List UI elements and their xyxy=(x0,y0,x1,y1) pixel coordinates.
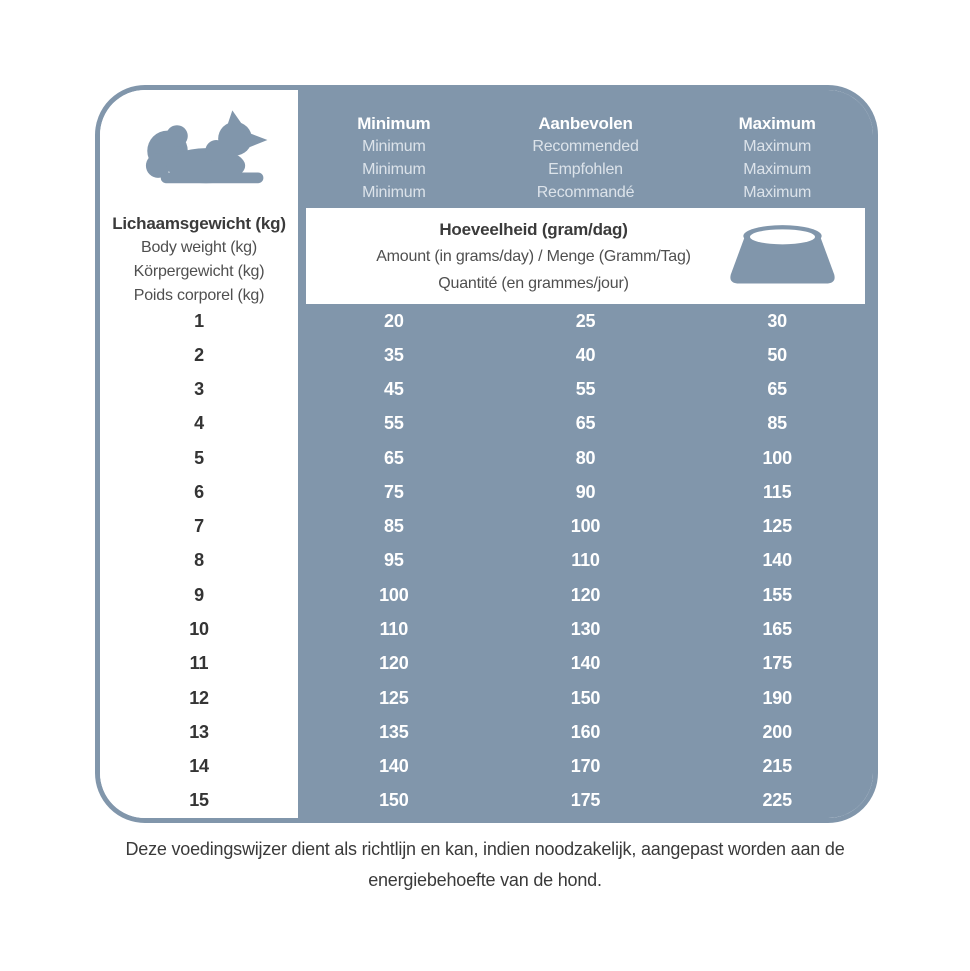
table-row xyxy=(298,749,873,783)
data-cell: 135 xyxy=(379,721,409,742)
table-row xyxy=(298,441,873,475)
table-row xyxy=(298,510,873,544)
amounts-section xyxy=(298,90,873,818)
table-row xyxy=(298,544,873,578)
column-header-primary: Aanbevolen xyxy=(538,114,633,133)
amount-band-translation: Amount (in grams/day) / Menge (Gramm/Tag) xyxy=(376,247,691,265)
weight-cell: 8 xyxy=(194,550,204,571)
data-cell: 115 xyxy=(762,481,792,502)
table-row xyxy=(298,681,873,715)
weight-cell: 4 xyxy=(194,413,204,434)
weight-header-translation: Körpergewicht (kg) xyxy=(133,263,265,280)
weight-cell: 3 xyxy=(194,379,204,400)
data-rows xyxy=(298,304,873,818)
weight-header-translation: Poids corporel (kg) xyxy=(133,287,265,304)
data-cell: 30 xyxy=(767,310,787,331)
footer-note xyxy=(0,834,970,896)
weight-cell: 12 xyxy=(189,687,209,708)
data-cell: 150 xyxy=(379,790,409,811)
data-cell: 175 xyxy=(570,790,601,811)
data-cell: 215 xyxy=(762,756,792,777)
data-cell: 50 xyxy=(767,344,787,365)
column-header-translation: Maximum xyxy=(743,161,812,178)
data-cell: 165 xyxy=(762,619,792,640)
data-cell: 20 xyxy=(384,310,404,331)
table-row xyxy=(298,578,873,612)
weight-cell: 10 xyxy=(189,619,209,640)
column-header-primary: Maximum xyxy=(738,114,816,133)
data-cell: 125 xyxy=(379,687,409,708)
data-cell: 150 xyxy=(570,687,601,708)
column-header-translation: Minimum xyxy=(362,161,426,178)
weight-cell: 1 xyxy=(194,310,204,331)
data-cell: 40 xyxy=(575,344,596,365)
weight-cell: 5 xyxy=(194,447,204,468)
column-header-translation: Empfohlen xyxy=(548,161,623,178)
column-header xyxy=(681,112,873,208)
data-cell: 130 xyxy=(570,619,601,640)
weight-cell: 14 xyxy=(189,756,209,777)
data-cell: 140 xyxy=(570,653,601,674)
dog-bowl-icon xyxy=(710,221,855,291)
data-cell: 75 xyxy=(384,481,404,502)
data-cell: 55 xyxy=(384,413,404,434)
column-headers xyxy=(298,90,873,208)
column-header-translation: Minimum xyxy=(362,138,426,155)
data-cell: 55 xyxy=(575,379,596,400)
data-cell: 175 xyxy=(762,653,792,674)
footer-note-text: Deze voedingswijzer dient als richtlijn en kan, indien noodzakelijk, aangepast worden aan de energiebehoefte van de hond. xyxy=(125,839,845,890)
data-cell: 140 xyxy=(379,756,409,777)
table-row xyxy=(298,373,873,407)
data-cell: 125 xyxy=(762,516,792,537)
table-row xyxy=(298,647,873,681)
table-row xyxy=(298,475,873,509)
column-header-translation: Maximum xyxy=(743,184,812,201)
weight-cell: 7 xyxy=(194,516,204,537)
column-header-translation: Recommandé xyxy=(536,184,635,201)
amount-band-translation: Quantité (en grammes/jour) xyxy=(438,274,629,292)
weight-header-primary: Lichaamsgewicht (kg) xyxy=(112,214,286,233)
data-cell: 45 xyxy=(384,379,404,400)
table-row xyxy=(298,304,873,338)
data-cell: 120 xyxy=(379,653,409,674)
weight-cells xyxy=(100,304,298,818)
data-cell: 95 xyxy=(384,550,404,571)
column-header xyxy=(298,112,490,208)
weight-header-translation: Body weight (kg) xyxy=(141,239,257,256)
weight-cell: 15 xyxy=(189,790,209,811)
weight-cell: 2 xyxy=(194,344,204,365)
amount-band xyxy=(306,208,865,304)
data-cell: 35 xyxy=(384,344,404,365)
column-header-translation: Minimum xyxy=(362,184,426,201)
table-row xyxy=(298,715,873,749)
weight-header xyxy=(100,208,298,304)
table-row xyxy=(298,407,873,441)
table-row xyxy=(298,612,873,646)
data-cell: 155 xyxy=(762,584,792,605)
column-header-primary: Minimum xyxy=(357,114,431,133)
data-cell: 80 xyxy=(575,447,596,468)
data-cell: 65 xyxy=(384,447,404,468)
data-cell: 110 xyxy=(571,550,600,571)
weight-cell: 6 xyxy=(194,481,204,502)
data-cell: 170 xyxy=(570,756,601,777)
data-cell: 200 xyxy=(762,721,792,742)
data-cell: 65 xyxy=(575,413,596,434)
weight-cell: 13 xyxy=(189,721,209,742)
weight-column xyxy=(100,90,298,818)
dog-icon-cell xyxy=(100,90,298,208)
data-cell: 85 xyxy=(384,516,404,537)
table-row xyxy=(298,338,873,372)
data-cell: 110 xyxy=(379,619,409,640)
dog-icon xyxy=(135,109,277,190)
data-cell: 100 xyxy=(570,516,601,537)
feeding-guide-table xyxy=(95,85,878,823)
table-row xyxy=(298,784,873,818)
data-cell: 100 xyxy=(379,584,409,605)
data-cell: 225 xyxy=(762,790,792,811)
data-cell: 100 xyxy=(762,447,792,468)
column-header xyxy=(490,112,682,208)
weight-cell: 9 xyxy=(194,584,204,605)
column-header-translation: Maximum xyxy=(743,138,812,155)
data-cell: 85 xyxy=(767,413,787,434)
column-header-translation: Recommended xyxy=(532,138,639,155)
data-cell: 160 xyxy=(570,721,601,742)
data-cell: 120 xyxy=(570,584,601,605)
data-cell: 25 xyxy=(575,310,596,331)
data-cell: 90 xyxy=(575,481,596,502)
amount-band-primary: Hoeveelheid (gram/dag) xyxy=(439,219,628,239)
weight-cell: 11 xyxy=(189,653,209,674)
data-cell: 140 xyxy=(762,550,792,571)
data-cell: 190 xyxy=(762,687,792,708)
data-cell: 65 xyxy=(767,379,787,400)
